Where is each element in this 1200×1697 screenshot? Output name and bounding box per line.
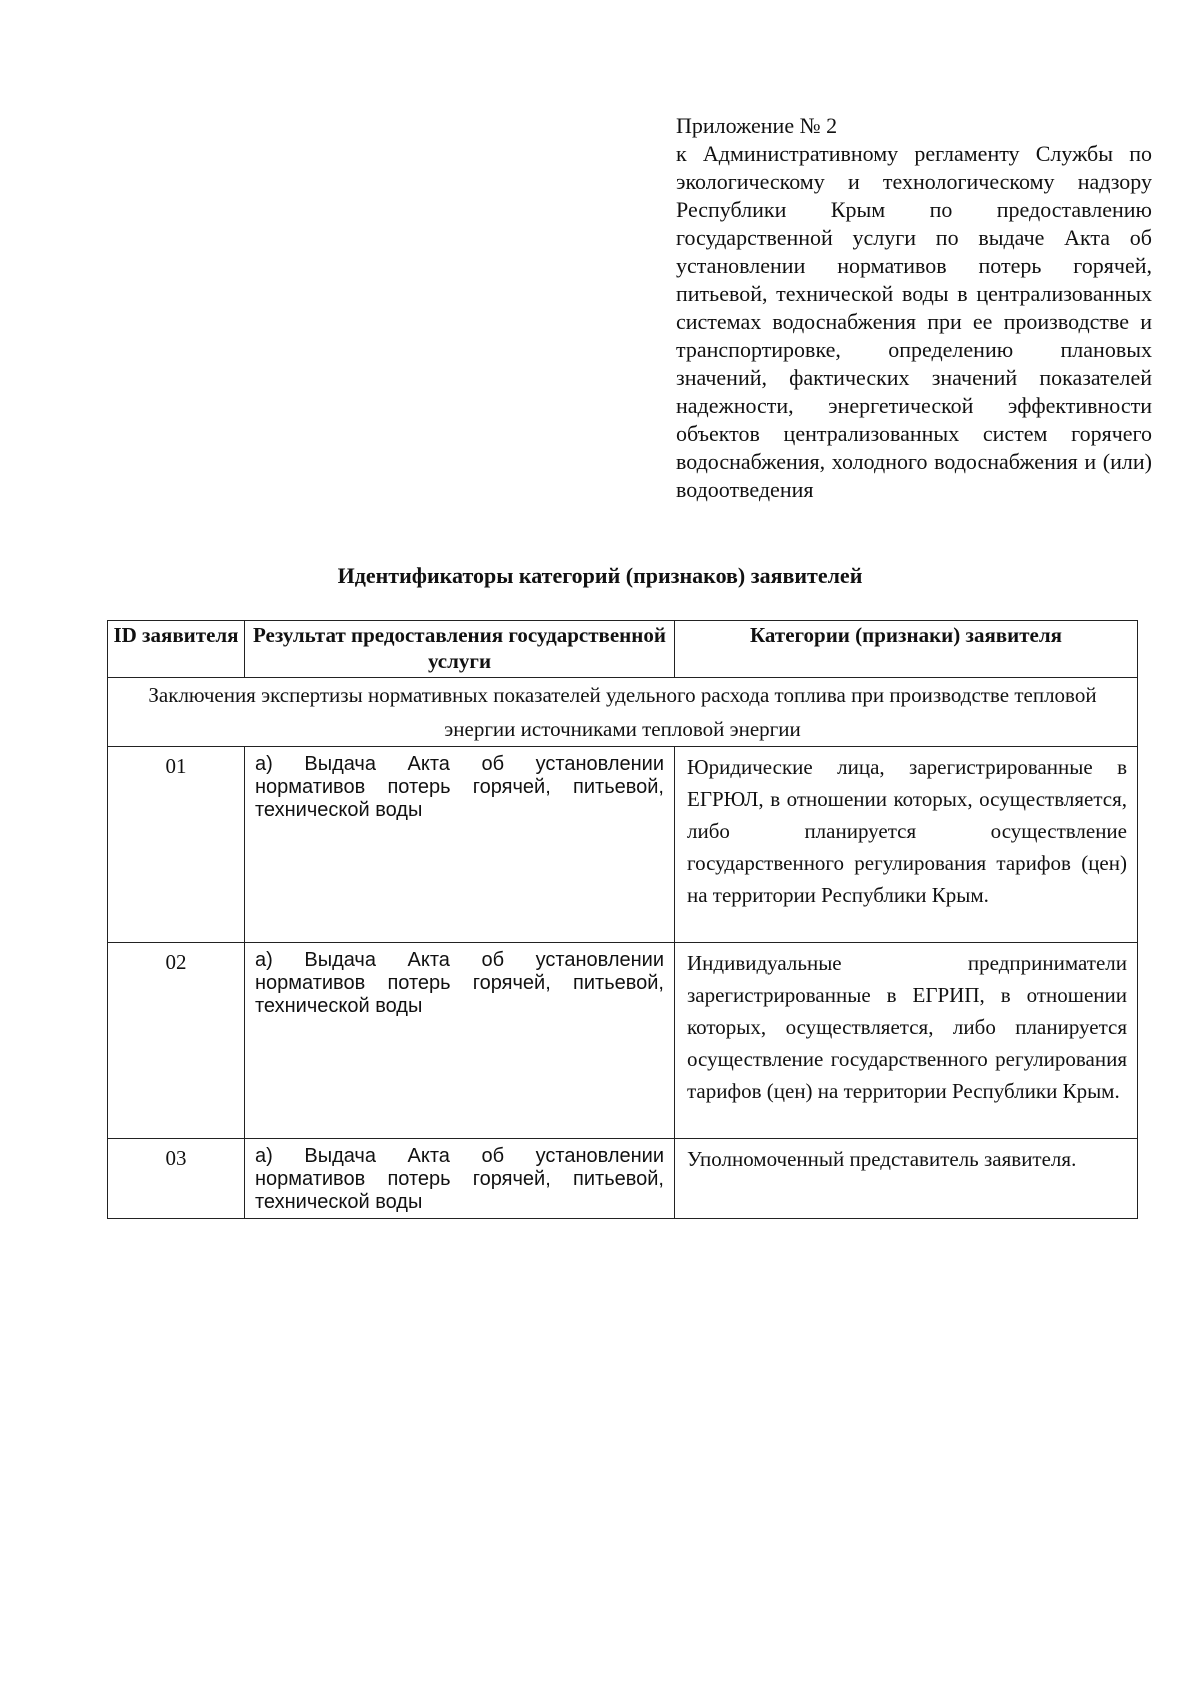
row-category: Уполномоченный представитель заявителя. — [675, 1139, 1138, 1219]
row-result: а) Выдача Акта об установлении нормативов потерь горячей, питьевой, технической воды — [245, 943, 675, 1139]
table-row — [108, 1139, 1138, 1219]
header-category: Категории (признаки) заявителя — [675, 621, 1138, 678]
header-result: Результат предоставления государственной услуги — [245, 621, 675, 678]
appendix-description: к Административному регламенту Службы по экологическому и технологическому надзору Республики Крым по предоставлению государственной услуги по выдаче Акта об установлении нормативов потерь горячей, питьевой, технической воды в централизованных системах водоснабжения при ее производстве и транспортировке, определению плановых значений, фактических значений показателей надежности, энергетической эффективности объектов централизованных систем горячего водоснабжения, холодного водоснабжения и (или) водоотведения — [676, 141, 1152, 502]
applicant-categories-table — [107, 620, 1138, 1219]
appendix-number: Приложение № 2 — [676, 113, 838, 138]
header-id: ID заявителя — [108, 621, 245, 678]
table-section-row — [108, 678, 1138, 747]
row-id: 02 — [108, 943, 245, 1139]
row-id: 01 — [108, 747, 245, 943]
row-category: Индивидуальные предприниматели зарегистрированные в ЕГРИП, в отношении которых, осуществляется, либо планируется осуществление государственного регулирования тарифов (цен) на территории Республики Крым. — [675, 943, 1138, 1139]
row-result: а) Выдача Акта об установлении нормативов потерь горячей, питьевой, технической воды — [245, 1139, 675, 1219]
table-row — [108, 747, 1138, 943]
appendix-block — [676, 112, 1152, 504]
document-title: Идентификаторы категорий (признаков) заявителей — [337, 563, 863, 588]
table-row — [108, 943, 1138, 1139]
row-id: 03 — [108, 1139, 245, 1219]
row-result: а) Выдача Акта об установлении нормативов потерь горячей, питьевой, технической воды — [245, 747, 675, 943]
table-header-row — [108, 621, 1138, 678]
section-title: Заключения экспертизы нормативных показателей удельного расхода топлива при производстве тепловой энергии источниками тепловой энергии — [108, 678, 1138, 747]
row-category: Юридические лица, зарегистрированные в ЕГРЮЛ, в отношении которых, осуществляется, либо планируется осуществление государственного регулирования тарифов (цен) на территории Республики Крым. — [675, 747, 1138, 943]
